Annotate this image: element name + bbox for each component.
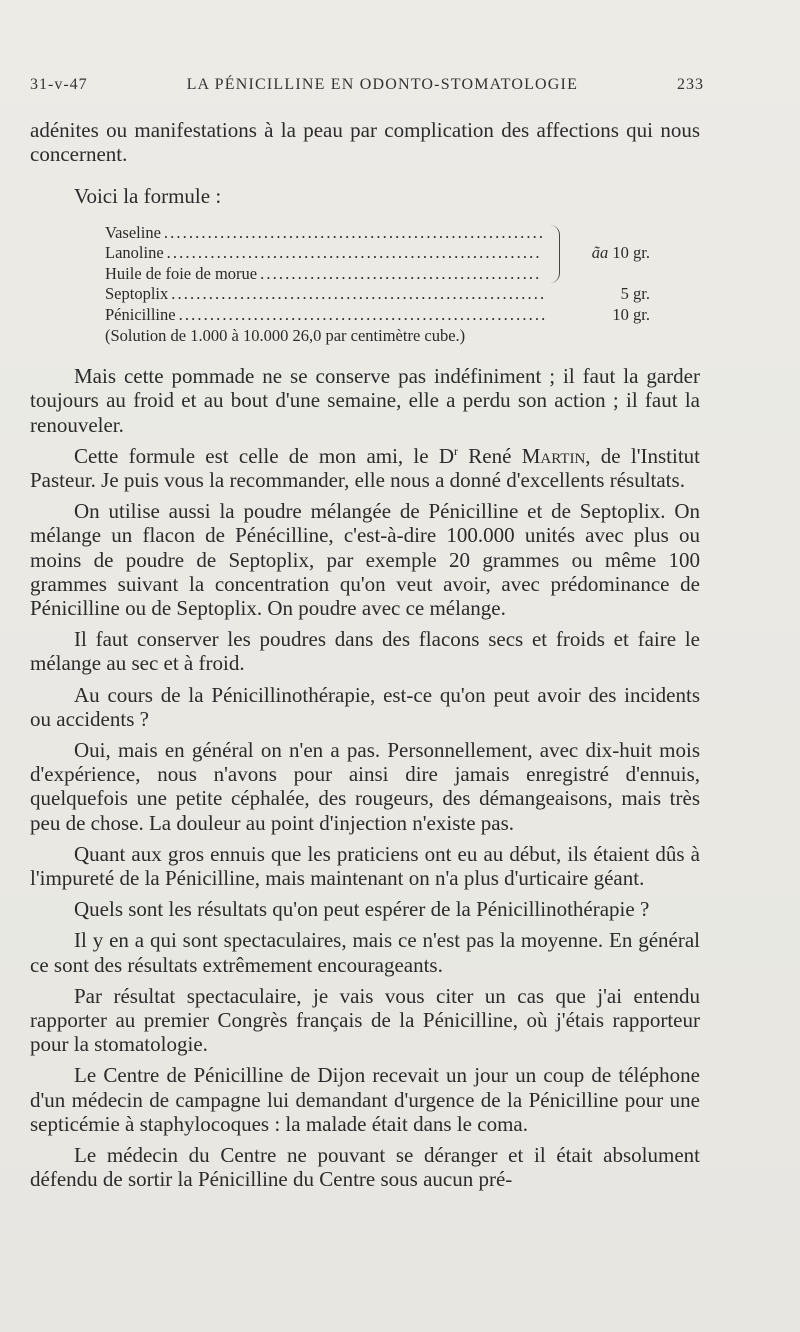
paragraph: Quant aux gros ennuis que les praticiens ont eu au début, ils étaient dûs à l'impureté de la Pénicilline, mais maintenant on n'a plus d'urticaire géant. (30, 841, 700, 891)
brace (547, 225, 560, 283)
paragraph: Le médecin du Centre ne pouvant se déranger et il était absolument défendu de sortir la Pénicilline du Centre sous aucun pré- (30, 1143, 700, 1192)
paragraph: Oui, mais en général on n'en a pas. Personnellement, avec dix-huit mois d'expérience, nous n'avons pour ainsi dire jamais enregistré d'ennuis, quelquefois une petite céphalée, des rougeurs, des démangeaisons, mais très peu de chose. La douleur au point d'injection n'existe pas. (30, 738, 700, 835)
header-date: 31-v-47 (30, 76, 88, 93)
formula-line: Septoplix . . . 5 gr. (105, 284, 650, 305)
formula-intro: Voici la formule : (74, 184, 222, 209)
paragraph: Par résultat spectaculaire, je vais vous citer un cas que j'ai entendu rapporter au premier Congrès français de la Pénicilline, où j'étais rapporteur pour la stomatologie. (30, 983, 700, 1057)
formula-block (105, 223, 650, 347)
paragraph: Au cours de la Pénicillinothérapie, est-ce qu'on peut avoir des incidents ou accidents ? (30, 682, 700, 731)
formula-line: Pénicilline . . . 10 gr. (105, 305, 650, 326)
formula-group (105, 223, 650, 285)
formula-line: Vaseline . . . (105, 223, 650, 244)
paragraph: Cette formule est celle de mon ami, le $D^r$ René Martin, de l'Institut Pasteur. Je puis vous la recommander, elle nous a donné d'excellents résultats. (30, 443, 700, 492)
paragraph: Il faut conserver les poudres dans des flacons secs et froids et faire le mélange au sec et à froid. (30, 627, 700, 676)
paragraph: adénites ou manifestations à la peau par complication des affections qui nous concernent. (30, 118, 700, 167)
formula-solution: (Solution de 1.000 à 10.000 26,0 par centimètre cube.) (105, 325, 466, 345)
running-header (30, 76, 704, 94)
body-text (30, 118, 700, 1198)
paragraph-list (30, 364, 700, 1191)
paragraph: On utilise aussi la poudre mélangée de Pénicilline et de Septoplix. On mélange un flacon de Pénécilline, c'est-à-dire 100.000 unités avec plus ou moins de poudre de Septoplix, par exemple 20 grammes ou même 100 grammes suivant la concentration qu'on veut avoir, avec prédominance de Pénicilline ou de Septoplix. On poudre avec ce mélange. (30, 499, 700, 620)
formula-line: Lanoline . . . (105, 243, 650, 264)
page-number: 233 (677, 76, 704, 93)
paragraph: Le Centre de Pénicilline de Dijon recevait un jour un coup de téléphone d'un médecin de campagne lui demandant d'urgence de la Pénicilline pour une septicémie à staphylocoques : la malade était dans le coma. (30, 1063, 700, 1136)
formula-line: Huile de foie de morue . . . (105, 264, 650, 285)
paragraph: Mais cette pommade ne se conserve pas indéfiniment ; il faut la garder toujours au froid et au bout d'une semaine, elle a perdu son action ; il faut la renouveler. (30, 364, 700, 437)
header-title: LA PÉNICILLINE EN ODONTO-STOMATOLOGIE (186, 76, 579, 93)
paragraph: Quels sont les résultats qu'on peut espérer de la Pénicillinothérapie ? (74, 897, 650, 922)
paragraph: Il y en a qui sont spectaculaires, mais ce n'est pas la moyenne. En général ce sont des résultats extrêmement encourageants. (30, 928, 700, 977)
group-quantity: ãa 10 gr. (591, 242, 650, 262)
